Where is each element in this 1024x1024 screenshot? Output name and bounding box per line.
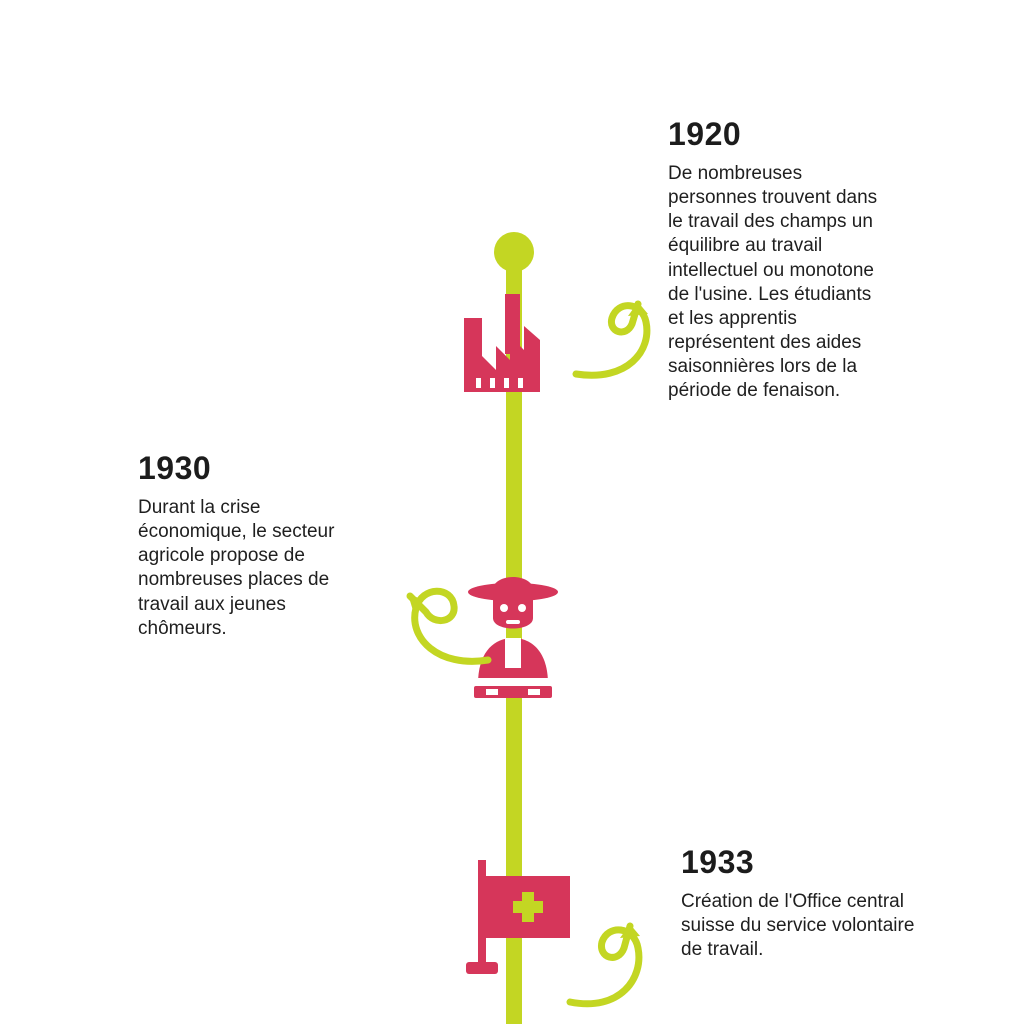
factory-icon bbox=[452, 280, 572, 405]
milestone-text: De nombreuses personnes trouvent dans le travail des champs un équilibre au travail intellectuel ou monotone de l'usine. Les étudiants et les apprentis représentent des aides saisonnières lors de la période de fenaison. bbox=[668, 163, 878, 402]
milestone-year: 1930 bbox=[138, 450, 212, 486]
milestone-year: 1933 bbox=[681, 844, 755, 880]
arrow-curved-up-left-icon bbox=[368, 560, 498, 675]
milestone-year: 1920 bbox=[668, 116, 742, 152]
milestone-1930 bbox=[138, 452, 354, 641]
milestone-text: Durant la crise économique, le secteur agricole propose de nombreuses places de travail aux jeunes chômeurs. bbox=[138, 497, 335, 639]
arrow-curved-up-right-icon bbox=[556, 894, 666, 1019]
milestone-1920 bbox=[668, 118, 890, 403]
milestone-text: Création de l'Office central suisse du service volontaire de travail. bbox=[681, 891, 915, 961]
milestone-1933 bbox=[681, 846, 933, 962]
arrow-curved-up-right-icon bbox=[566, 278, 676, 393]
